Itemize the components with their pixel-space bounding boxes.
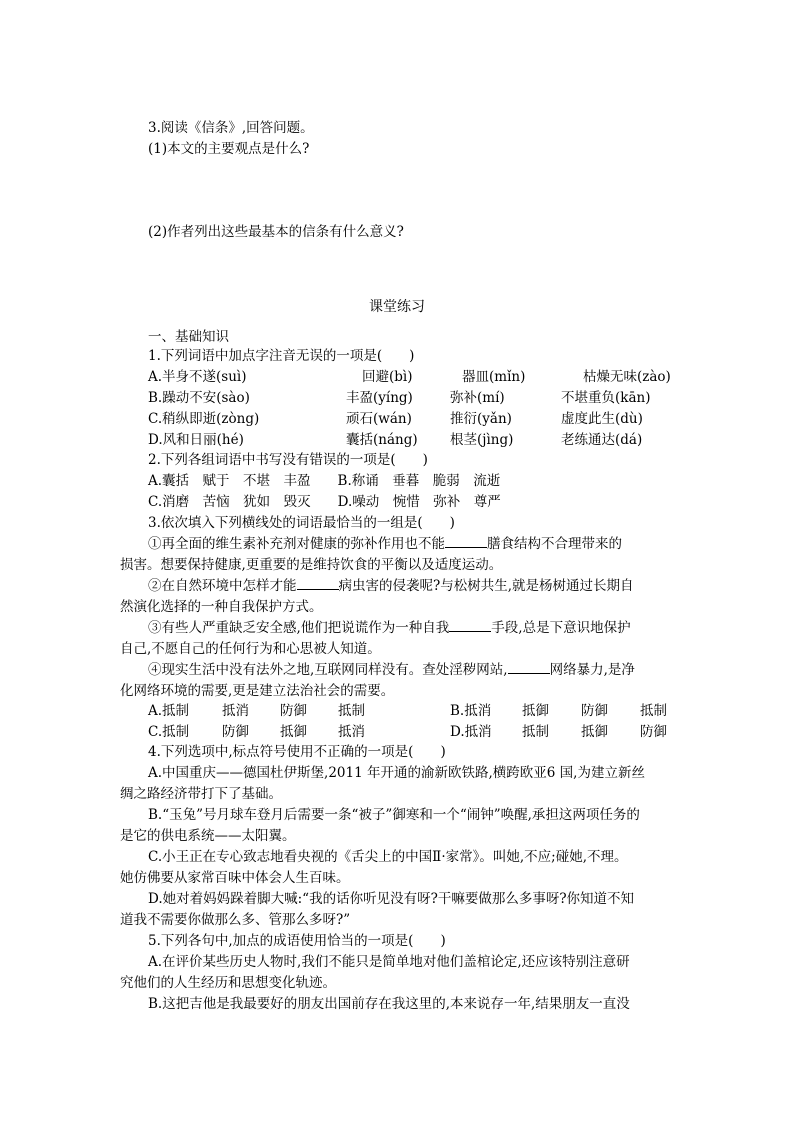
q3-p1 — [148, 534, 622, 554]
q2-stem: 2.下列各组词语中书写没有错误的一项是( ) — [148, 452, 428, 468]
fill-blank — [449, 619, 491, 632]
q1-d-1: D.风和日丽(hé) — [148, 432, 244, 448]
q3-c-4: 抵消 — [338, 724, 365, 740]
reading-sub-2: (2)作者列出这些最基本的信条有什么意义? — [148, 224, 404, 240]
q3-p1-text-a: ①再全面的维生素补充剂对健康的弥补作用也不能 — [148, 536, 445, 552]
q3-a-4: 抵制 — [338, 703, 365, 719]
q3-p2 — [148, 576, 634, 596]
q1-a-1: A.半身不遂(suì) — [148, 369, 247, 385]
q4-d-line-2: 道我不需要你做那么多、管那么多呀?” — [120, 912, 351, 928]
q3-d-4: 防御 — [640, 724, 667, 740]
q5-b-line-1: B.这把吉他是我最要好的朋友出国前存在我这里的,本来说存一年,结果朋友一直没 — [148, 996, 630, 1012]
q3-c-3: 抵御 — [280, 724, 307, 740]
q3-p2-text-a: ②在自然环境中怎样才能 — [148, 578, 297, 594]
q3-p3-text-b: 手段,总是下意识地保护 — [491, 620, 631, 636]
q1-a-4: 枯燥无味(zào) — [583, 369, 671, 385]
q5-a-line-1: A.在评价某些历史人物时,我们不能只是简单地对他们盖棺论定,还应该特别注意研 — [148, 954, 630, 970]
q1-b-1: B.躁动不安(sào) — [148, 390, 250, 406]
q1-b-2: 丰盈(yíng) — [346, 390, 413, 406]
q2-row-2: C.消磨 苦恼 犹如 毁灭 D.噪动 惋惜 弥补 尊严 — [148, 494, 501, 510]
q3-b-3: 防御 — [581, 703, 608, 719]
q3-a-2: 抵消 — [222, 703, 249, 719]
q2-row-1: A.囊括 赋于 不堪 丰盈 B.称诵 垂暮 脆弱 流逝 — [148, 473, 501, 489]
q5-a-line-2: 究他们的人生经历和思想变化轨迹。 — [120, 975, 336, 991]
q3-b-4: 抵制 — [640, 703, 667, 719]
q3-a-3: 防御 — [280, 703, 307, 719]
q4-c-line-2: 她仿佛要从家常百味中体会人生百味。 — [120, 870, 350, 886]
q1-d-4: 老练通达(dá) — [561, 432, 643, 448]
fill-blank — [445, 535, 487, 548]
q1-c-2: 顽石(wán) — [346, 411, 412, 427]
q3-p4 — [148, 660, 635, 680]
q4-b-line-2: 是它的供电系统——太阳翼。 — [120, 828, 296, 844]
q4-d-line-1: D.她对着妈妈跺着脚大喊:“我的话你听见没有呀?干嘛要做那么多事呀?你知道不知 — [148, 891, 635, 907]
q1-c-3: 推衍(yǎn) — [450, 411, 512, 427]
reading-question-3: 3.阅读《信条》,回答问题。 — [148, 120, 314, 136]
q3-p4-text-b: 网络暴力,是净 — [549, 662, 635, 678]
q3-d-3: 抵御 — [581, 724, 608, 740]
q3-p1-text-b: 膳食结构不合理带来的 — [487, 536, 622, 552]
q3-c-2: 防御 — [222, 724, 249, 740]
q4-a-line-1: A.中国重庆——德国杜伊斯堡,2011 年开通的渝新欧铁路,横跨欧亚6 国,为建立新丝 — [148, 765, 645, 781]
q3-a-1: A.抵制 — [148, 703, 190, 719]
reading-sub-1: (1)本文的主要观点是什么? — [148, 141, 310, 157]
q3-d-1: D.抵消 — [450, 724, 492, 740]
q3-p4-cont: 化网络环境的需要,更是建立法治社会的需要。 — [120, 683, 395, 699]
q4-stem: 4.下列选项中,标点符号使用不正确的一项是( ) — [148, 744, 446, 760]
q5-stem: 5.下列各句中,加点的成语使用恰当的一项是( ) — [148, 933, 446, 949]
q3-c-1: C.抵制 — [148, 724, 190, 740]
q3-p3-cont: 自己,不愿自己的任何行为和心思被人知道。 — [120, 641, 381, 657]
q1-b-4: 不堪重负(kān) — [561, 390, 651, 406]
q4-b-line-1: B.“玉兔”号月球车登月后需要一条“被子”御寒和一个“闹钟”唤醒,承担这两项任务的 — [148, 807, 640, 823]
q3-p2-cont: 然演化选择的一种自我保护方式。 — [120, 599, 323, 615]
q1-d-2: 囊括(náng) — [346, 432, 418, 448]
q1-c-1: C.稍纵即逝(zòng) — [148, 411, 260, 427]
fill-blank — [508, 661, 550, 674]
q3-b-1: B.抵消 — [450, 703, 492, 719]
q3-b-2: 抵御 — [522, 703, 549, 719]
q3-p4-text-a: ④现实生活中没有法外之地,互联网同样没有。查处淫秽网站, — [148, 662, 508, 678]
section-title: 课堂练习 — [369, 299, 425, 315]
q3-p1-cont: 损害。想要保持健康,更重要的是维持饮食的平衡以及适度运动。 — [120, 557, 503, 573]
part-heading: 一、基础知识 — [148, 329, 229, 345]
q1-a-2: 回避(bì) — [362, 369, 413, 385]
q1-d-3: 根茎(jìng) — [450, 432, 514, 448]
q3-p2-text-b: 病虫害的侵袭呢?与松树共生,就是杨树通过长期自 — [338, 578, 634, 594]
q4-a-line-2: 绸之路经济带打下了基础。 — [120, 786, 282, 802]
q1-a-3: 器皿(mǐn) — [462, 369, 526, 385]
q3-stem: 3.依次填入下列横线处的词语最恰当的一组是( ) — [148, 515, 455, 531]
q3-p3-text-a: ③有些人严重缺乏安全感,他们把说谎作为一种自我 — [148, 620, 450, 636]
fill-blank — [297, 577, 339, 590]
q1-stem: 1.下列词语中加点字注音无误的一项是( ) — [148, 348, 415, 364]
q3-p3 — [148, 618, 631, 638]
q1-b-3: 弥补(mí) — [450, 390, 505, 406]
q4-c-line-1: C.小王正在专心致志地看央视的《舌尖上的中国Ⅱ·家常》。叫她,不应;碰她,不理。 — [148, 849, 628, 865]
q1-c-4: 虚度此生(dù) — [561, 411, 643, 427]
q3-d-2: 抵制 — [522, 724, 549, 740]
